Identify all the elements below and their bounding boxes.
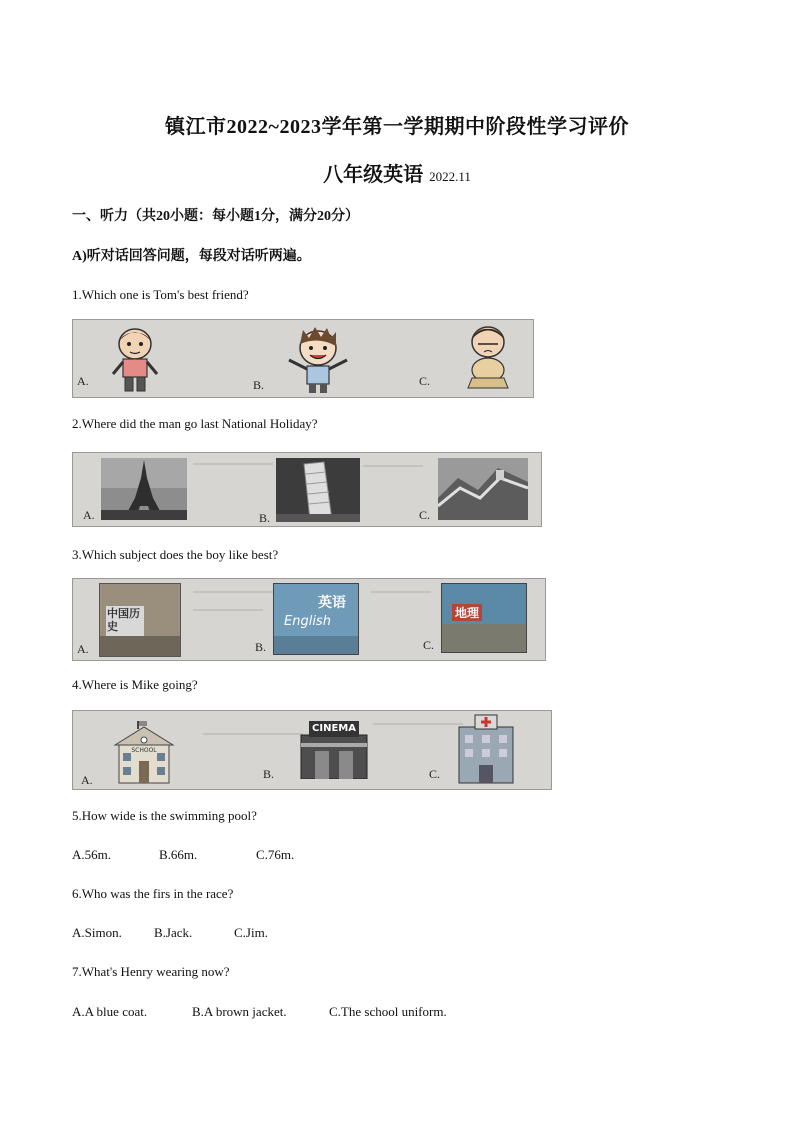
school-sign: SCHOOL — [131, 747, 157, 754]
option-a-label: A. — [77, 642, 89, 656]
option-c[interactable]: C.76m. — [256, 847, 295, 862]
question-6: 6.Who was the firs in the race? — [72, 886, 234, 901]
question-6-options — [72, 925, 268, 941]
leaning-tower-pisa-icon — [276, 458, 360, 522]
option-b[interactable]: B.66m. — [159, 847, 198, 862]
school-building-icon — [111, 719, 177, 785]
subject-grade: 八年级英语 — [323, 164, 424, 186]
option-b[interactable]: B.A brown jacket. — [192, 1004, 287, 1019]
question-7-options — [72, 1004, 447, 1020]
english-book-icon — [273, 583, 359, 655]
question-5: 5.How wide is the swimming pool? — [72, 808, 257, 823]
cinema-sign: CINEMA — [312, 723, 356, 734]
section-heading: 一、听力（共20小题：每小题1分，满分20分） — [72, 209, 359, 224]
option-a[interactable]: A.Simon. — [72, 925, 122, 940]
option-b-label: B. — [253, 378, 265, 392]
question-1-image-strip — [72, 319, 534, 398]
option-c-label: C. — [419, 374, 431, 388]
option-a-label: A. — [81, 773, 93, 787]
option-c-label: C. — [429, 767, 441, 781]
geography-book-title: 地理 — [452, 604, 482, 621]
exam-subtitle — [0, 158, 794, 187]
hospital-building-icon — [443, 713, 529, 785]
exam-date: 2022.11 — [429, 169, 471, 184]
option-b-label: B. — [263, 767, 275, 781]
great-wall-icon — [438, 458, 528, 520]
history-book-icon — [99, 583, 181, 657]
option-b-label: B. — [255, 640, 267, 654]
part-a-instructions: A)听对话回答问题，每段对话听两遍。 — [72, 249, 311, 264]
question-5-options — [72, 847, 294, 863]
option-b-label: B. — [259, 511, 271, 525]
question-2: 2.Where did the man go last National Holiday? — [72, 416, 318, 431]
english-book-subtitle: English — [284, 614, 331, 629]
question-1: 1.Which one is Tom's best friend? — [72, 287, 249, 302]
option-c[interactable]: C.Jim. — [234, 925, 268, 940]
option-b[interactable]: B.Jack. — [154, 925, 193, 940]
option-a-label: A. — [77, 374, 89, 388]
option-c-label: C. — [423, 638, 435, 652]
option-a[interactable]: A.A blue coat. — [72, 1004, 148, 1019]
option-a[interactable]: A.56m. — [72, 847, 111, 862]
question-4-image-strip — [72, 710, 552, 790]
question-2-image-strip — [72, 452, 542, 527]
english-book-title: 英语 — [318, 595, 346, 611]
geography-book-icon — [441, 583, 527, 653]
boy-standing-icon — [105, 324, 165, 394]
question-3-image-strip — [72, 578, 546, 661]
option-a-label: A. — [83, 508, 95, 522]
exam-title: 镇江市2022~2023学年第一学期期中阶段性学习评价 — [165, 116, 629, 138]
question-4: 4.Where is Mike going? — [72, 677, 198, 692]
history-book-title: 中国历史 — [106, 606, 144, 636]
option-c-label: C. — [419, 508, 431, 522]
boy-sitting-icon — [458, 322, 518, 392]
eiffel-tower-icon — [101, 458, 187, 520]
cinema-building-icon — [295, 717, 373, 779]
question-7: 7.What's Henry wearing now? — [72, 964, 230, 979]
question-3: 3.Which subject does the boy like best? — [72, 547, 279, 562]
option-c[interactable]: C.The school uniform. — [329, 1004, 447, 1019]
boy-waving-icon — [283, 324, 353, 394]
